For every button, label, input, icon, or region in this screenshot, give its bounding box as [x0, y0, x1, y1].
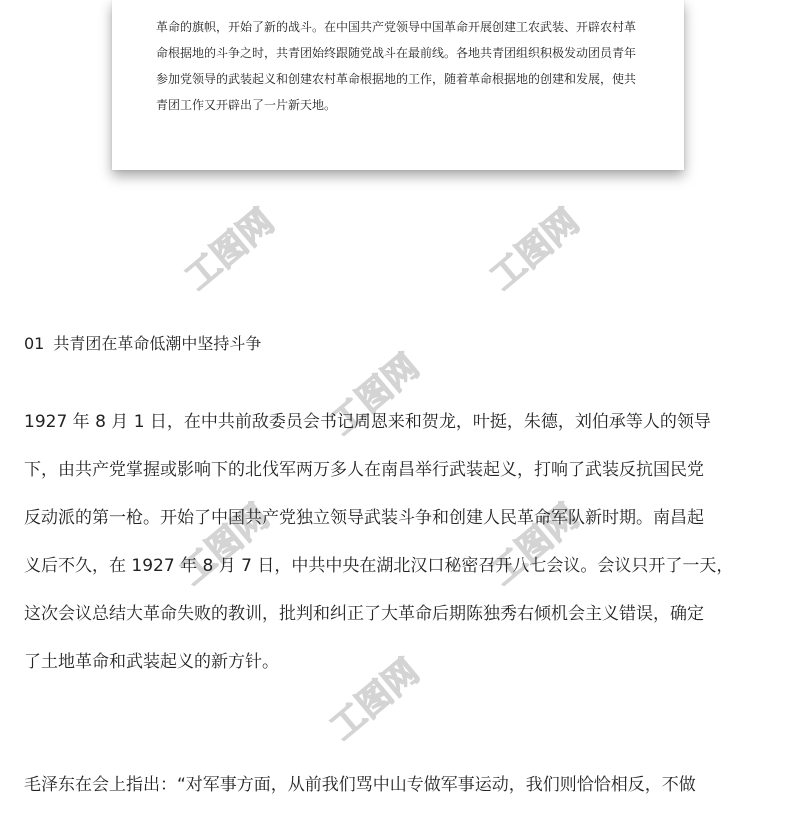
watermark-text: 工图网 [172, 496, 277, 593]
section-title: 共青团在革命低潮中坚持斗争 [53, 334, 262, 353]
watermark-logo [462, 161, 628, 319]
section-number: 01 [24, 334, 45, 353]
watermark-text: 工图网 [322, 346, 427, 443]
paragraph-line: 义后不久，在 1927 年 8 月 7 日，中共中央在湖北汉口秘密召开八七会议。会议只开了一天， [24, 556, 734, 576]
paragraph-line: 了土地革命和武装起义的新方针。 [24, 652, 279, 672]
card-line: 命根据地的斗争之时，共青团始终跟随党战斗在最前线。各地共青团组织积极发动团员青年 [156, 46, 637, 60]
document-page-card [112, 0, 684, 170]
watermark-text: 工图网 [482, 201, 587, 298]
card-paragraph [156, 14, 656, 118]
paragraph-line: 1927 年 8 月 1 日，在中共前敌委员会书记周恩来和贺龙，叶挺，朱德，刘伯承等人的领导 [24, 412, 711, 432]
watermark-logo [157, 161, 323, 319]
paragraph-line: 这次会议总结大革命失败的教训，批判和纠正了大革命后期陈独秀右倾机会主义错误，确定 [24, 604, 704, 624]
watermark-text: 工图网 [177, 201, 282, 298]
body-paragraph-1 [24, 410, 784, 698]
paragraph-line: 下，由共产党掌握或影响下的北伐军两万多人在南昌举行武装起义，打响了武装反抗国民党 [24, 460, 704, 480]
section-heading [24, 330, 784, 358]
card-line: 参加党领导的武装起义和创建农村革命根据地的工作，随着革命根据地的创建和发展，使共 [156, 72, 637, 86]
paragraph-line: 反动派的第一枪。开始了中国共产党独立领导武装斗争和创建人民革命军队新时期。南昌起 [24, 508, 704, 528]
watermark-text: 工图网 [482, 496, 587, 593]
watermark-text: 工图网 [322, 651, 427, 748]
section-header [24, 330, 784, 358]
card-line: 青团工作又开辟出了一片新天地。 [156, 98, 337, 112]
card-line: 革命的旗帜，开始了新的战斗。在中国共产党领导中国革命开展创建工农武装、开辟农村革 [156, 20, 637, 34]
paragraph-line: 毛泽东在会上指出：“对军事方面，从前我们骂中山专做军事运动，我们则恰恰相反，不做 [24, 775, 696, 795]
body-paragraph-2 [24, 773, 784, 821]
